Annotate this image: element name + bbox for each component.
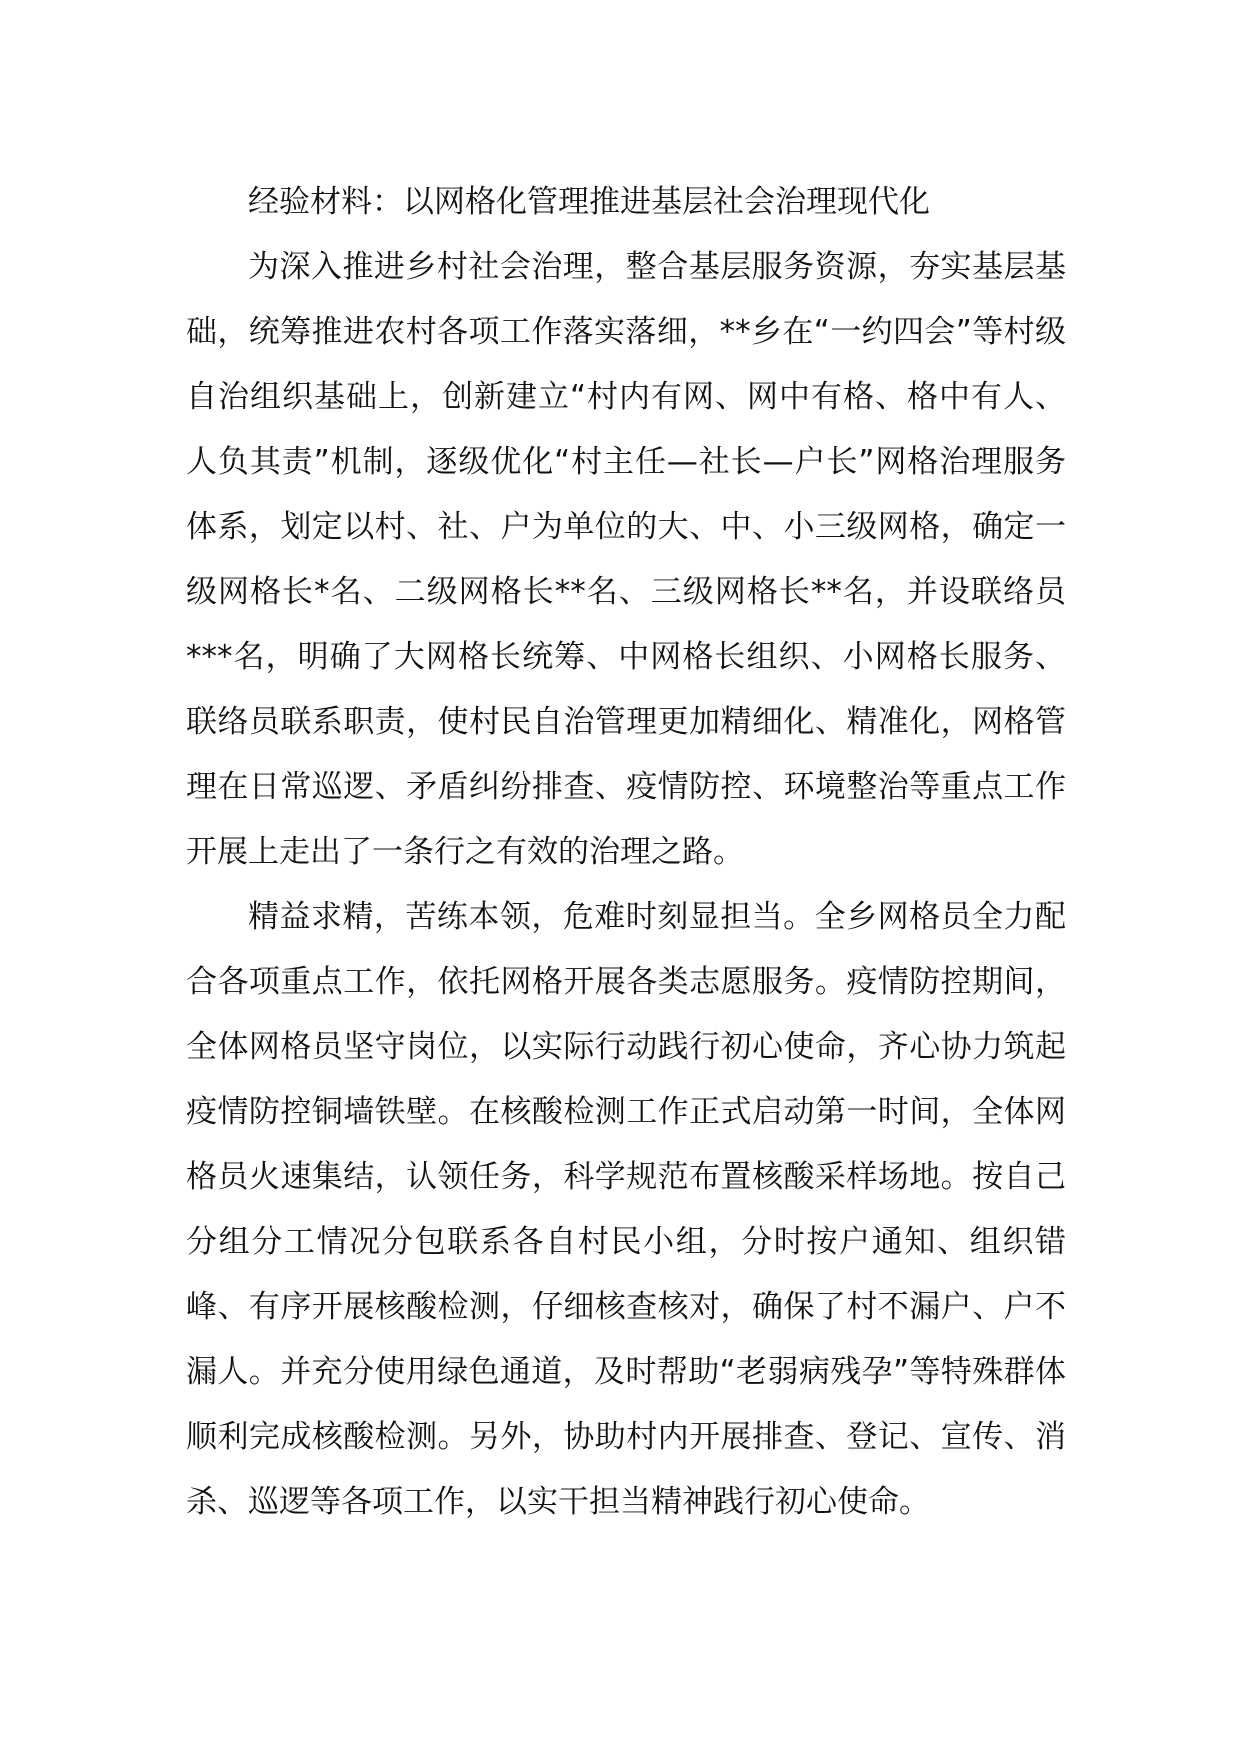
document-title: 经验材料：以网格化管理推进基层社会治理现代化 [248,184,930,220]
document-body [186,170,1066,1535]
paragraph-grid-management-intro: 为深入推进乡村社会治理，整合基层服务资源，夯实基层基础，统筹推进农村各项工作落实落细，**乡在“一约四会”等村级自治组织基础上，创新建立“村内有网、网中有格、格中有人、人负其责”机制，逐级优化“村主任—社长—户长”网格治理服务体系，划定以村、社、户为单位的大、中、小三级网格，确定一级网格长*名、二级网格长**名、三级网格长**名，并设联络员***名，明确了大网格长统筹、中网格长组织、小网格长服务、联络员联系职责，使村民自治管理更加精细化、精准化，网格管理在日常巡逻、矛盾纠纷排查、疫情防控、环境整治等重点工作开展上走出了一条行之有效的治理之路。 [186,249,1066,870]
paragraph-grid-workers-epidemic: 精益求精，苦练本领，危难时刻显担当。全乡网格员全力配合各项重点工作，依托网格开展各类志愿服务。疫情防控期间，全体网格员坚守岗位，以实际行动践行初心使命，齐心协力筑起疫情防控铜墙铁壁。在核酸检测工作正式启动第一时间，全体网格员火速集结，认领任务，科学规范布置核酸采样场地。按自己分组分工情况分包联系各自村民小组，分时按户通知、组织错峰、有序开展核酸检测，仔细核查核对，确保了村不漏户、户不漏人。并充分使用绿色通道，及时帮助“老弱病残孕”等特殊群体顺利完成核酸检测。另外，协助村内开展排查、登记、宣传、消杀、巡逻等各项工作，以实干担当精神践行初心使命。 [186,899,1066,1520]
